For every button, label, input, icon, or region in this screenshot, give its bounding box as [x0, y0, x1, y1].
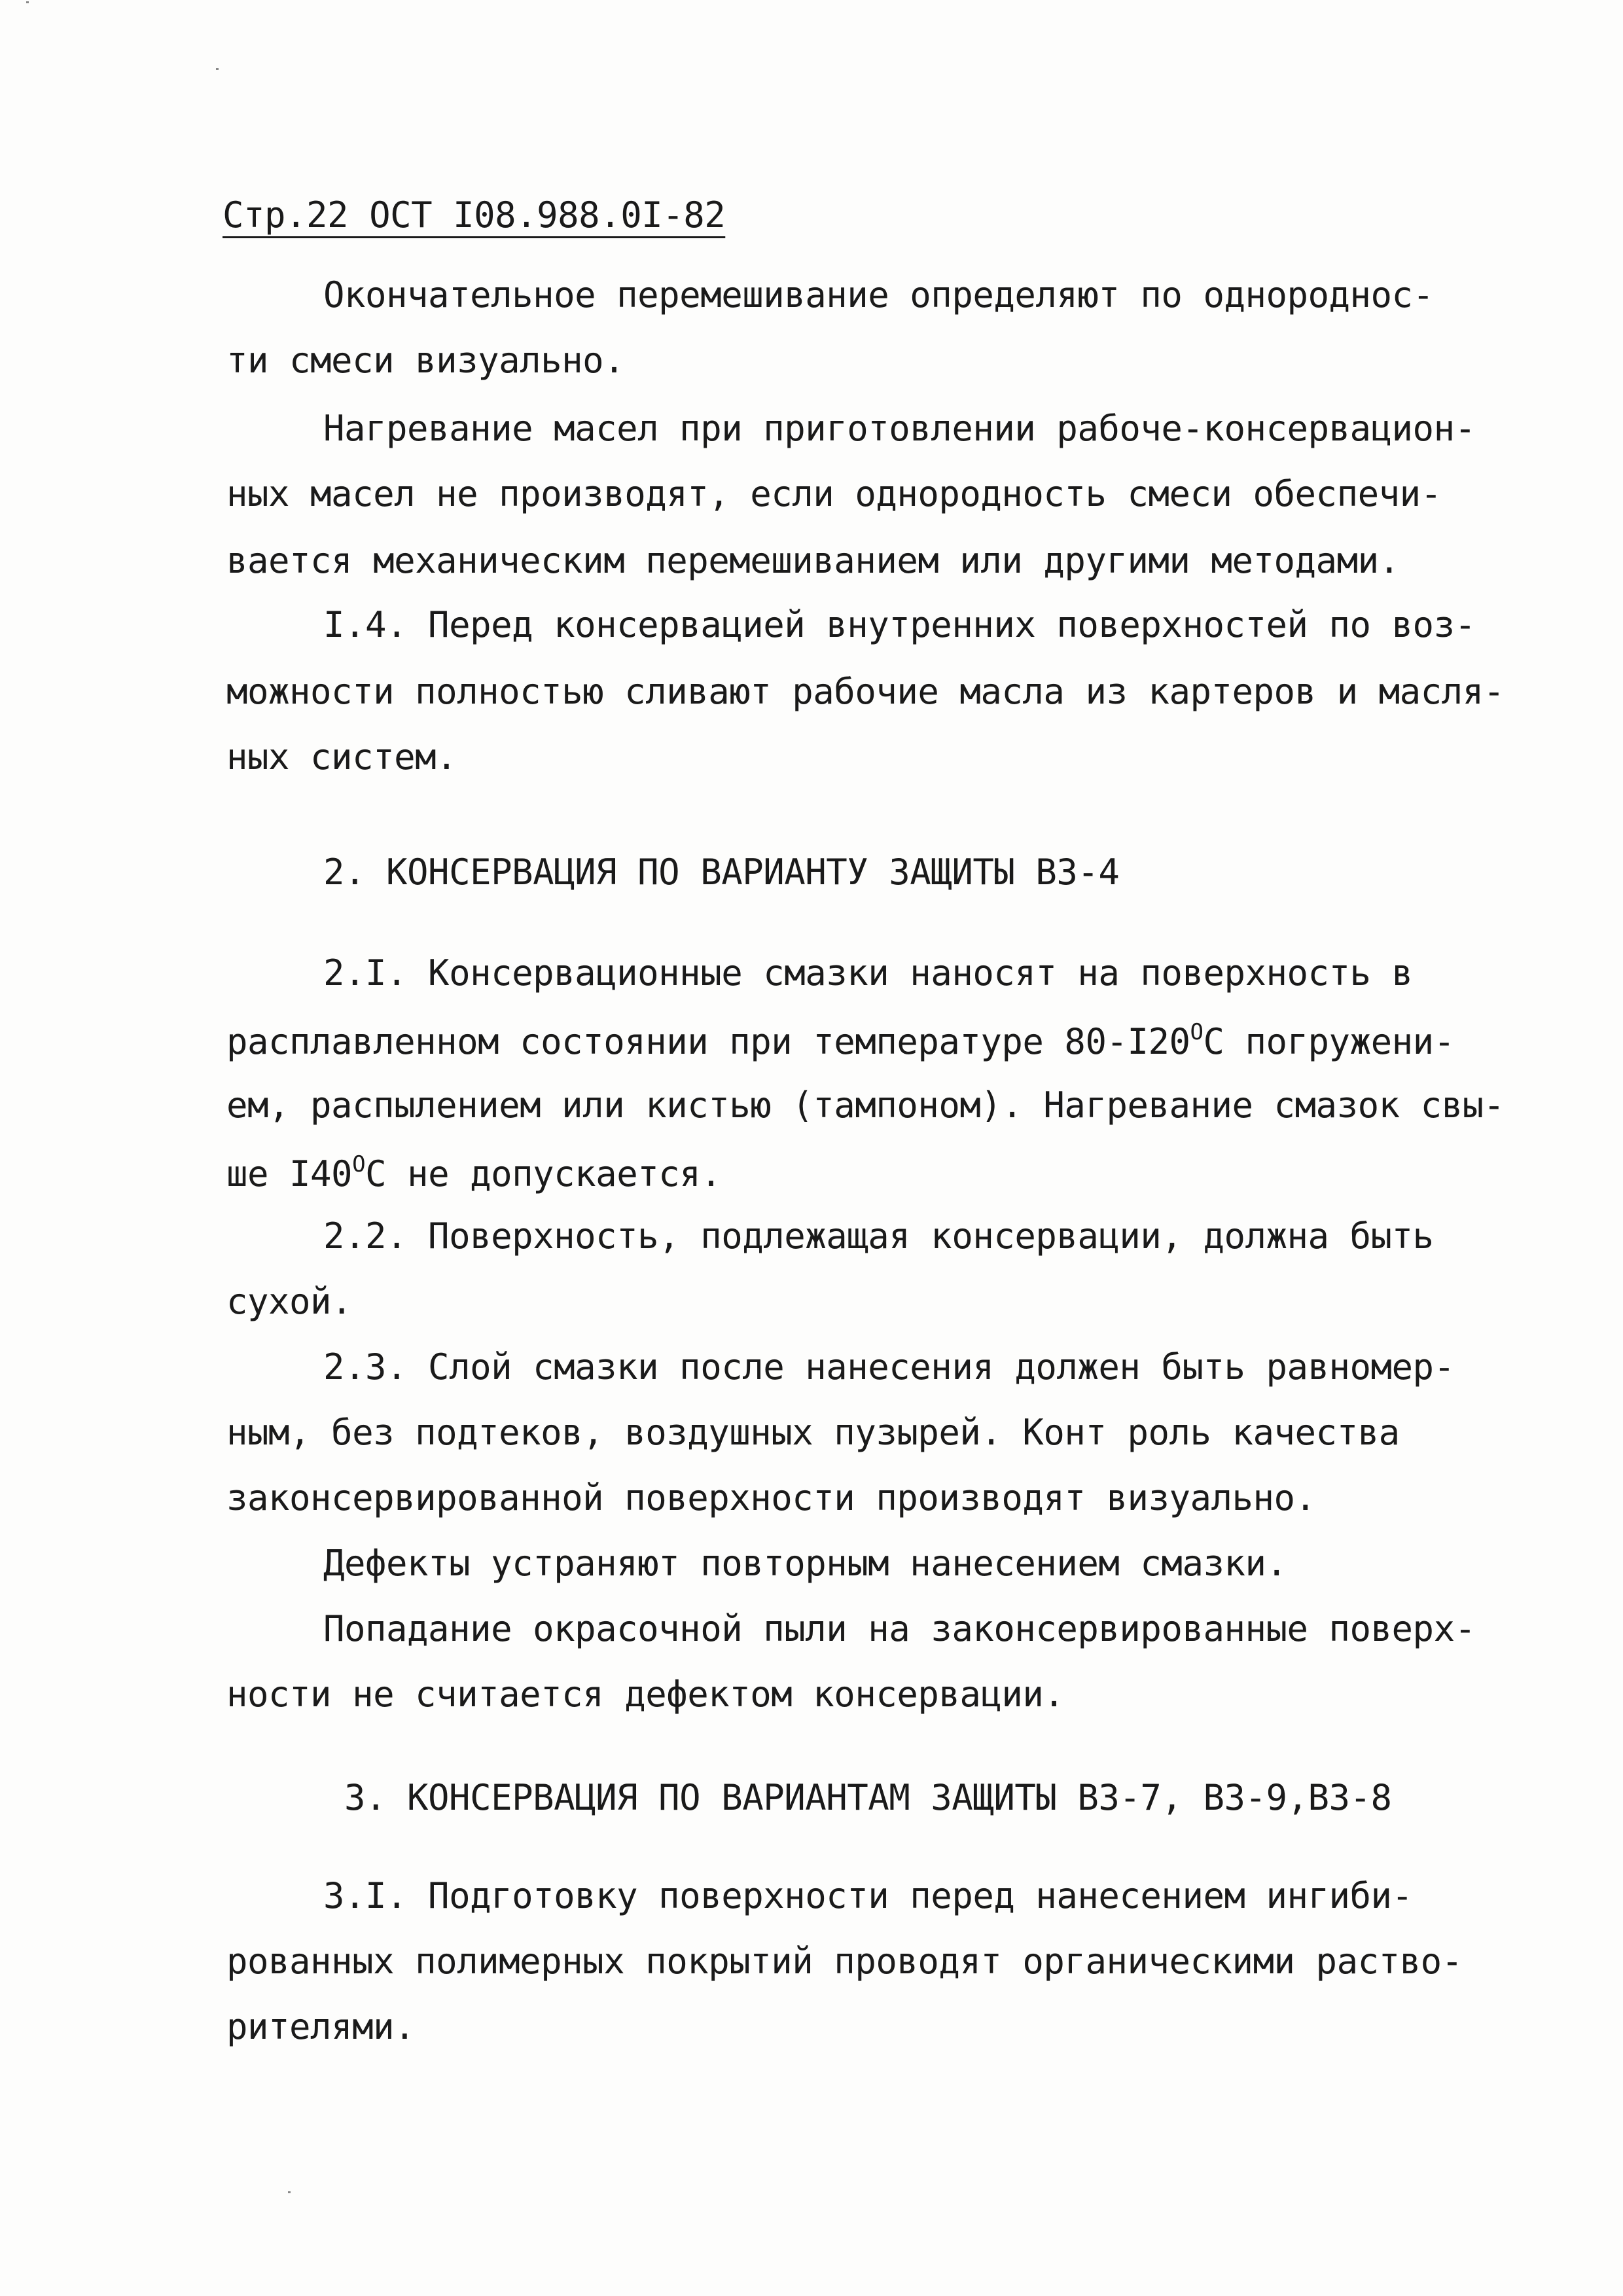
paragraph-line: можности полностью сливают рабочие масла из картеров и масля-: [226, 671, 1505, 712]
paragraph-line: Попадание окрасочной пыли на законсервированные поверх-: [323, 1608, 1476, 1649]
paragraph-line: рованных полимерных покрытий проводят органическими раство-: [226, 1941, 1463, 1982]
paragraph-line: ных систем.: [226, 736, 457, 778]
paragraph-line: 2.2. Поверхность, подлежащая консервации, должна быть: [323, 1215, 1434, 1257]
paragraph-line: [226, 1021, 1455, 1060]
paragraph-line: рителями.: [226, 2006, 416, 2047]
paragraph-line: 2.3. Слой смазки после нанесения должен быть равномер-: [323, 1346, 1455, 1388]
section-heading: 3. КОНСЕРВАЦИЯ ПО ВАРИАНТАМ ЗАЩИТЫ ВЗ-7, ВЗ-9,ВЗ-8: [344, 1777, 1392, 1818]
paragraph-line: ности не считается дефектом консервации.: [226, 1674, 1065, 1715]
paragraph-line: Окончательное перемешивание определяют по однороднос-: [323, 274, 1434, 315]
paragraph-line: ем, распылением или кистью (тампоном). Нагревание смазок свы-: [226, 1085, 1505, 1126]
scan-speck: [26, 1, 29, 3]
paragraph-line: законсервированной поверхности производят визуально.: [226, 1477, 1316, 1518]
degree-sign: O: [352, 1151, 366, 1177]
paragraph-line: 3.I. Подготовку поверхности перед нанесением ингиби-: [323, 1875, 1413, 1916]
paragraph-line: 2.I. Консервационные смазки наносят на поверхность в: [323, 952, 1413, 994]
text-segment: расплавленном состоянии при температуре 80-I20: [226, 1021, 1190, 1062]
paragraph-line: [226, 1153, 721, 1192]
paragraph-line: I.4. Перед консервацией внутренних поверхностей по воз-: [323, 604, 1476, 645]
degree-sign: O: [1190, 1019, 1204, 1045]
text-segment: C погружени-: [1203, 1021, 1455, 1062]
paragraph-line: ти смеси визуально.: [226, 340, 625, 381]
paragraph-line: сухой.: [226, 1281, 353, 1322]
scan-speck: [288, 2191, 291, 2193]
section-heading: 2. КОНСЕРВАЦИЯ ПО ВАРИАНТУ ЗАЩИТЫ ВЗ-4: [323, 852, 1120, 893]
paragraph-line: ных масел не производят, если однородность смеси обеспечи-: [226, 473, 1442, 514]
page-header: Стр.22 ОСТ I08.988.0I-82: [223, 194, 726, 236]
text-segment: C не допускается.: [365, 1153, 722, 1194]
paragraph-line: вается механическим перемешиванием или другими методами.: [226, 540, 1400, 581]
paragraph-line: ным, без подтеков, воздушных пузырей. Конт роль качества: [226, 1412, 1400, 1453]
text-segment: ше I40: [226, 1153, 353, 1194]
paragraph-line: Дефекты устраняют повторным нанесением смазки.: [323, 1543, 1287, 1584]
scan-speck: [216, 68, 219, 70]
paragraph-line: Нагревание масел при приготовлении рабоче-консервацион-: [323, 408, 1476, 449]
